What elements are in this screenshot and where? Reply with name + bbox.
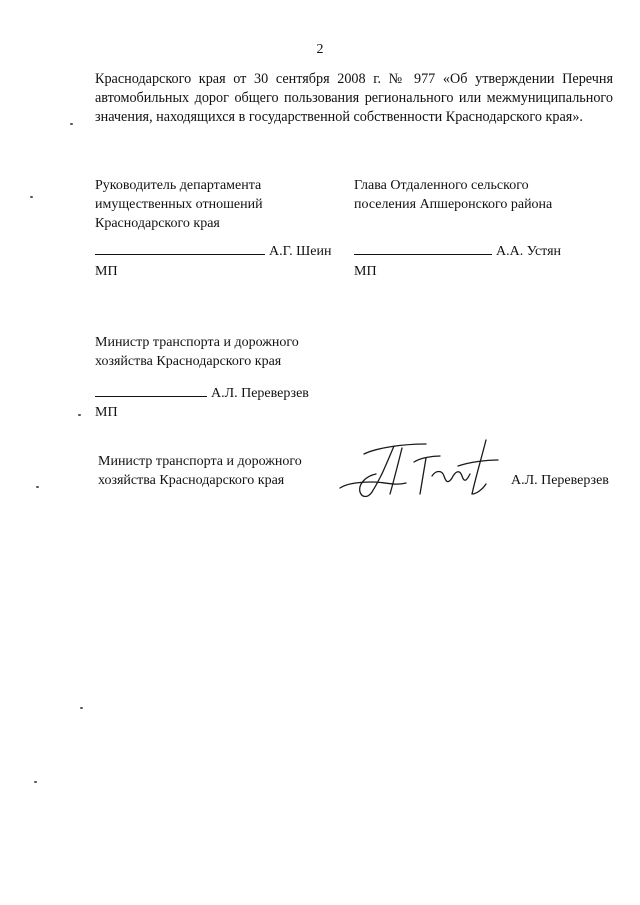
title-line: Руководитель департамента (95, 178, 262, 193)
page-number: 2 (316, 42, 324, 57)
stamp-label-middle: МП (95, 405, 118, 420)
signatory-name: А.Л. Переверзев (211, 386, 309, 401)
handwritten-signature (336, 436, 506, 502)
scan-speck (30, 196, 33, 198)
signatory-right-top-signature-line (354, 242, 561, 261)
signatory-left-top-signature-line (95, 242, 331, 261)
stamp-label-left-top: МП (95, 264, 118, 279)
scan-speck (80, 707, 83, 709)
title-line: хозяйства Краснодарского края (95, 354, 282, 369)
signatory-middle-title (95, 333, 299, 371)
signatory-right-top-title (354, 176, 552, 214)
title-line: поселения Апшеронского района (354, 197, 553, 212)
scan-speck (36, 486, 39, 488)
title-line: Министр транспорта и дорожного (98, 454, 302, 469)
signatory-name: А.Г. Шеин (269, 244, 332, 259)
scan-speck (78, 414, 81, 416)
title-line: хозяйства Краснодарского края (98, 473, 285, 488)
title-line: Краснодарского края (95, 216, 220, 231)
scan-speck (34, 781, 37, 783)
signature-blank (354, 242, 492, 255)
scan-speck (70, 123, 73, 125)
signatory-middle-signature-line (95, 384, 309, 403)
title-line: имущественных отношений (95, 197, 263, 212)
title-line: Министр транспорта и дорожного (95, 335, 299, 350)
signatory-left-top-title (95, 176, 263, 233)
signature-blank (95, 242, 265, 255)
title-line: Глава Отдаленного сельского (354, 178, 529, 193)
stamp-label-right-top: МП (354, 264, 377, 279)
intro-paragraph: Краснодарского края от 30 сентября 2008 г. № 977 «Об утверждении Перечня автомобильных дорог общего пользования регионального или межмуниципального значения, находящихся в государственной собственности Краснодарского края». (95, 71, 613, 125)
signature-blank (95, 384, 207, 397)
signatory-bottom-title (98, 452, 302, 490)
signatory-name: А.А. Устян (496, 244, 562, 259)
signatory-bottom-name: А.Л. Переверзев (511, 473, 609, 488)
